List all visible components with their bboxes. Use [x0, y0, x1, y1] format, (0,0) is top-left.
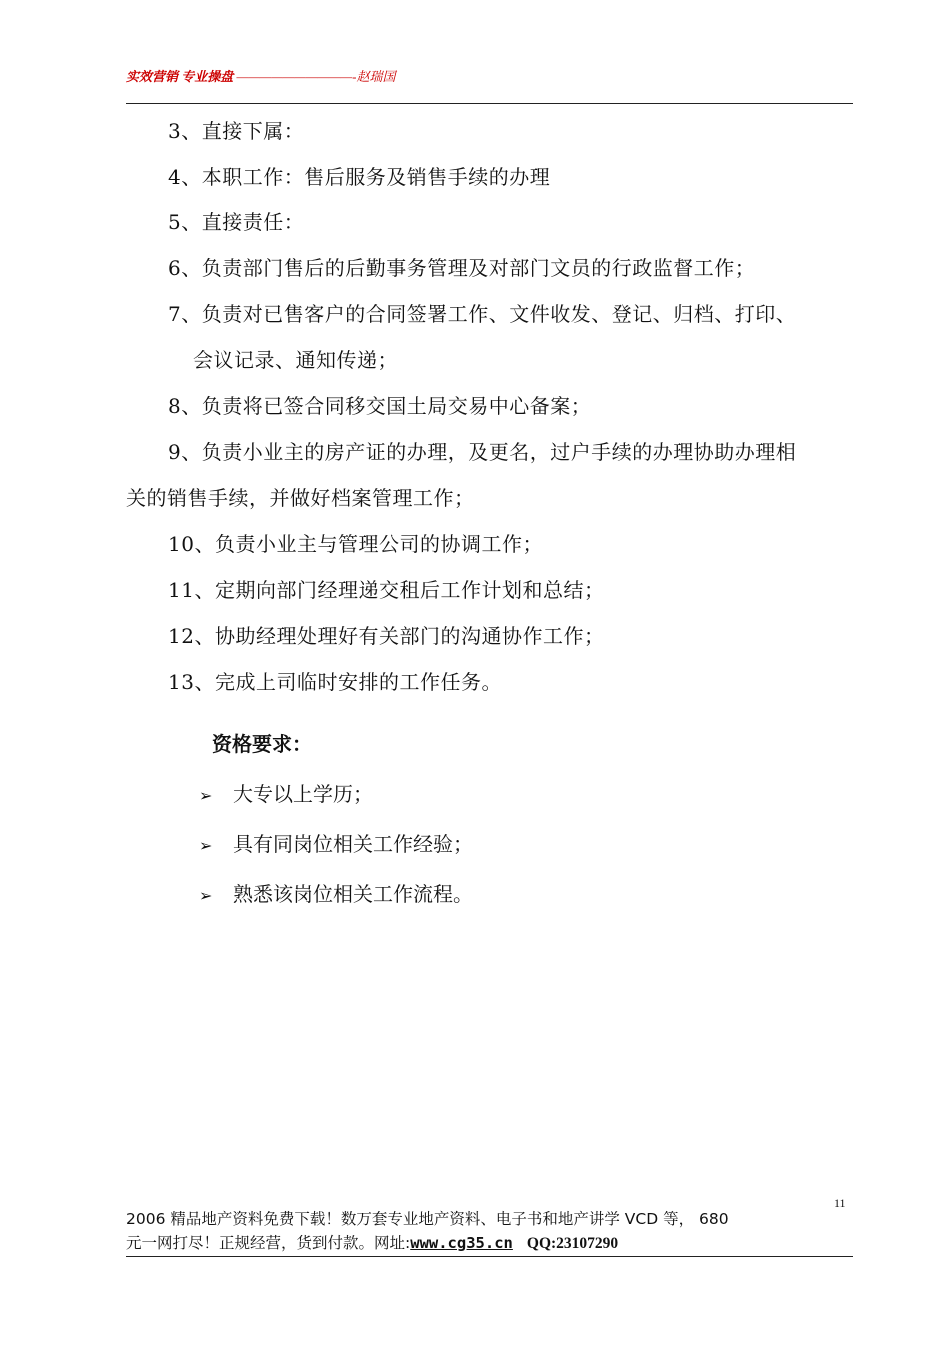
footer-line-1: 2006 精品地产资料免费下载！数万套专业地产资料、电子书和地产讲学 VCD 等， 680	[126, 1210, 729, 1228]
duty-line-7: 7、负责对已售客户的合同签署工作、文件收发、登记、归档、打印、	[168, 302, 797, 326]
header-rule	[126, 103, 853, 104]
duty-line-13: 13、完成上司临时安排的工作任务。	[168, 670, 502, 694]
requirement-item	[199, 830, 473, 860]
duty-line-9-cont: 关的销售手续，并做好档案管理工作；	[126, 486, 475, 510]
duty-line-12: 12、协助经理处理好有关部门的沟通协作工作；	[168, 624, 605, 648]
duty-line-5: 5、直接责任：	[168, 210, 305, 234]
footer-qq: QQ:23107290	[526, 1235, 619, 1252]
duty-line-8: 8、负责将已签合同移交国土局交易中心备案；	[168, 394, 592, 418]
footer-url-link[interactable]: www.cg35.cn	[410, 1234, 513, 1252]
duty-line-7-cont: 会议记录、通知传递；	[193, 348, 398, 372]
arrow-bullet-icon: ➢	[199, 786, 213, 805]
duty-line-10: 10、负责小业主与管理公司的协调工作；	[168, 532, 543, 556]
duty-line-4: 4、本职工作：售后服务及销售手续的办理	[168, 165, 551, 189]
requirement-item	[199, 780, 373, 810]
footer-rule	[126, 1256, 853, 1257]
page-number: 11	[834, 1196, 846, 1210]
requirements-heading: 资格要求：	[212, 732, 312, 756]
duty-line-11: 11、定期向部门经理递交租后工作计划和总结；	[168, 578, 605, 602]
requirement-text: 熟悉该岗位相关工作流程。	[233, 882, 473, 906]
duty-line-9: 9、负责小业主的房产证的办理，及更名，过户手续的办理协助办理相	[168, 440, 797, 464]
requirement-item	[199, 880, 473, 910]
header-brand: 实效营销 专业操盘	[126, 69, 234, 84]
page-header	[126, 66, 852, 86]
duty-line-6: 6、负责部门售后的后勤事务管理及对部门文员的行政监督工作；	[168, 256, 756, 280]
arrow-bullet-icon: ➢	[199, 886, 213, 905]
requirement-text: 大专以上学历；	[233, 782, 373, 806]
arrow-bullet-icon: ➢	[199, 836, 213, 855]
duty-line-3: 3、直接下属：	[168, 119, 305, 143]
header-author: 赵瑞国	[356, 69, 396, 84]
requirement-text: 具有同岗位相关工作经验；	[233, 832, 473, 856]
footer-line-2-prefix: 元一网打尽！正规经营，货到付款。网址:	[126, 1234, 411, 1252]
footer-line-2	[126, 1231, 618, 1256]
header-dash: ——————————-	[236, 69, 357, 84]
